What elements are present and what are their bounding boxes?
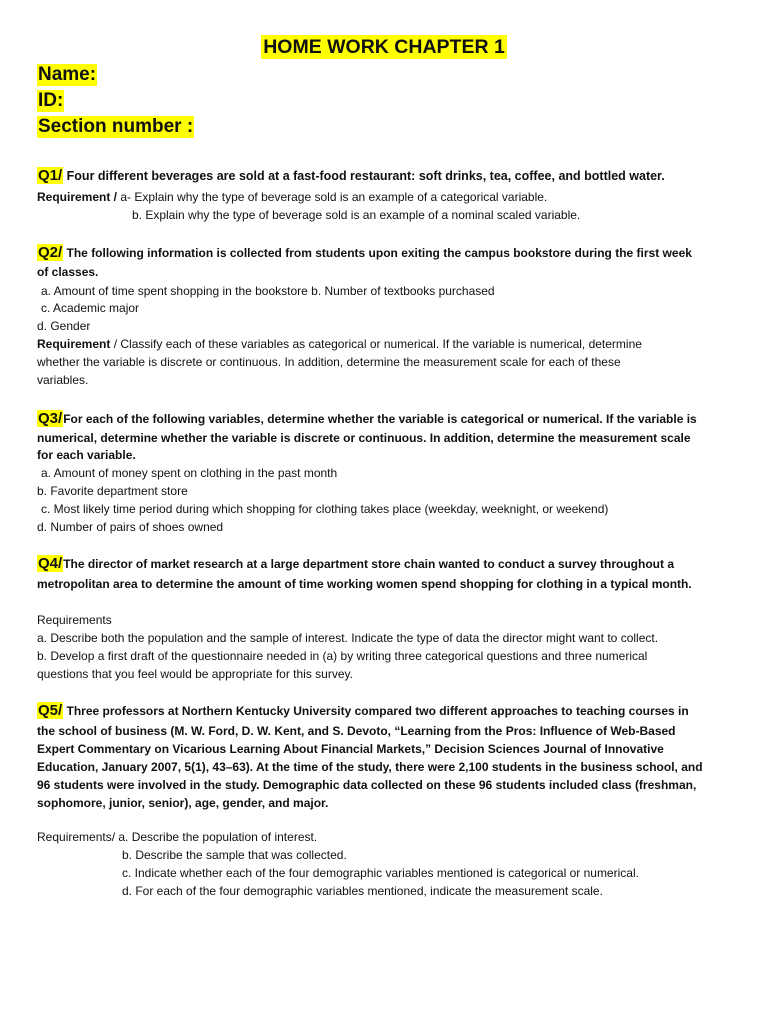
section-field-label: Section number : [38, 116, 194, 137]
q5-question-line4: Education, January 2007, 5(1), 43–63). At the time of the study, there were 2,100 students in the business school, and [37, 760, 703, 774]
q1-requirement-b: b. Explain why the type of beverage sold is an example of a nominal scaled variable. [132, 208, 581, 222]
q5-text1: Three professors at Northern Kentucky University compared two different approaches to teaching courses in [63, 704, 689, 718]
q3-item-c: c. Most likely time period during which shopping for clothing takes place (weekday, weeknight, or weekend) [41, 502, 609, 516]
q4-label: Q4/ [38, 555, 63, 572]
q2-text1: The following information is collected from students upon exiting the campus bookstore during the first week [63, 246, 692, 260]
q3-item-b: b. Favorite department store [37, 484, 188, 498]
document-title [0, 36, 768, 59]
q5-label: Q5/ [38, 702, 63, 719]
q2-requirement-line1 [37, 335, 642, 353]
q2-label: Q2/ [38, 244, 63, 261]
q5-question-line1 [37, 702, 689, 720]
q1-label: Q1/ [38, 167, 63, 184]
q3-item-d: d. Number of pairs of shoes owned [37, 520, 224, 534]
q5-question-line3: Expert Commentary on Vicarious Learning About Financial Markets,” Decision Sciences Journal of Innovative [37, 742, 664, 756]
q3-question-line1 [37, 410, 697, 428]
q3-question-line3: for each variable. [37, 448, 136, 462]
q2-req-label: Requirement [37, 337, 111, 351]
q3-text1: For each of the following variables, determine whether the variable is categorical or numerical. If the variable is [63, 412, 697, 426]
q4-question-line1 [37, 555, 674, 573]
q4-requirement-b-line1: b. Develop a first draft of the questionnaire needed in (a) by writing three categorical questions and three numerical [37, 649, 648, 663]
q5-question-line5: 96 students were involved in the study. Demographic data collected on these 96 students included class (freshman, [37, 778, 697, 792]
q1-requirement-a [37, 188, 547, 206]
q4-requirement-a: a. Describe both the population and the sample of interest. Indicate the type of data the director might want to collect. [37, 631, 659, 645]
q2-question-line1 [37, 244, 692, 262]
q2-question-line2: of classes. [37, 265, 99, 279]
q2-requirement-line3: variables. [37, 373, 89, 387]
q3-question-line2: numerical, determine whether the variable is discrete or continuous. In addition, determine the measurement scale [37, 431, 691, 445]
q1-text: Four different beverages are sold at a fast-food restaurant: soft drinks, tea, coffee, and bottled water. [63, 169, 665, 183]
document-title-text: HOME WORK CHAPTER 1 [263, 36, 505, 58]
q5-question-line6: sophomore, junior, senior), age, gender, and major. [37, 796, 329, 810]
q5-requirement-d: d. For each of the four demographic variables mentioned, indicate the measurement scale. [122, 884, 603, 898]
q3-label: Q3/ [38, 410, 63, 427]
q1-question [37, 167, 665, 185]
q1-req-a-text: a- Explain why the type of beverage sold is an example of a categorical variable. [120, 190, 548, 204]
q5-requirement-b: b. Describe the sample that was collected. [122, 848, 347, 862]
id-field-label: ID: [38, 90, 64, 111]
q5-requirement-c: c. Indicate whether each of the four demographic variables mentioned is categorical or numerical. [122, 866, 639, 880]
q2-requirement-line2: whether the variable is discrete or continuous. In addition, determine the measurement scale for each of these [37, 355, 621, 369]
q4-text1: The director of market research at a large department store chain wanted to conduct a survey throughout a [63, 557, 674, 571]
q4-requirement-b-line2: questions that you feel would be appropriate for this survey. [37, 667, 353, 681]
q2-req1: / Classify each of these variables as categorical or numerical. If the variable is numerical, determine [110, 337, 642, 351]
name-field-label: Name: [38, 64, 97, 85]
q4-question-line2: metropolitan area to determine the amount of time working women spend shopping for clothing in a typical month. [37, 577, 692, 591]
q5-question-line2: the school of business (M. W. Ford, D. W. Kent, and S. Devoto, “Learning from the Pros: Influence of Web-Based [37, 724, 676, 738]
q5-requirement-a: Requirements/ a. Describe the population of interest. [37, 830, 318, 844]
q3-item-a: a. Amount of money spent on clothing in the past month [41, 466, 338, 480]
q2-item-ab: a. Amount of time spent shopping in the bookstore b. Number of textbooks purchased [41, 284, 495, 298]
q1-req-label: Requirement / [37, 190, 121, 204]
q2-item-c: c. Academic major [41, 301, 140, 315]
q4-requirements-label: Requirements [37, 613, 112, 627]
q2-item-d: d. Gender [37, 319, 91, 333]
